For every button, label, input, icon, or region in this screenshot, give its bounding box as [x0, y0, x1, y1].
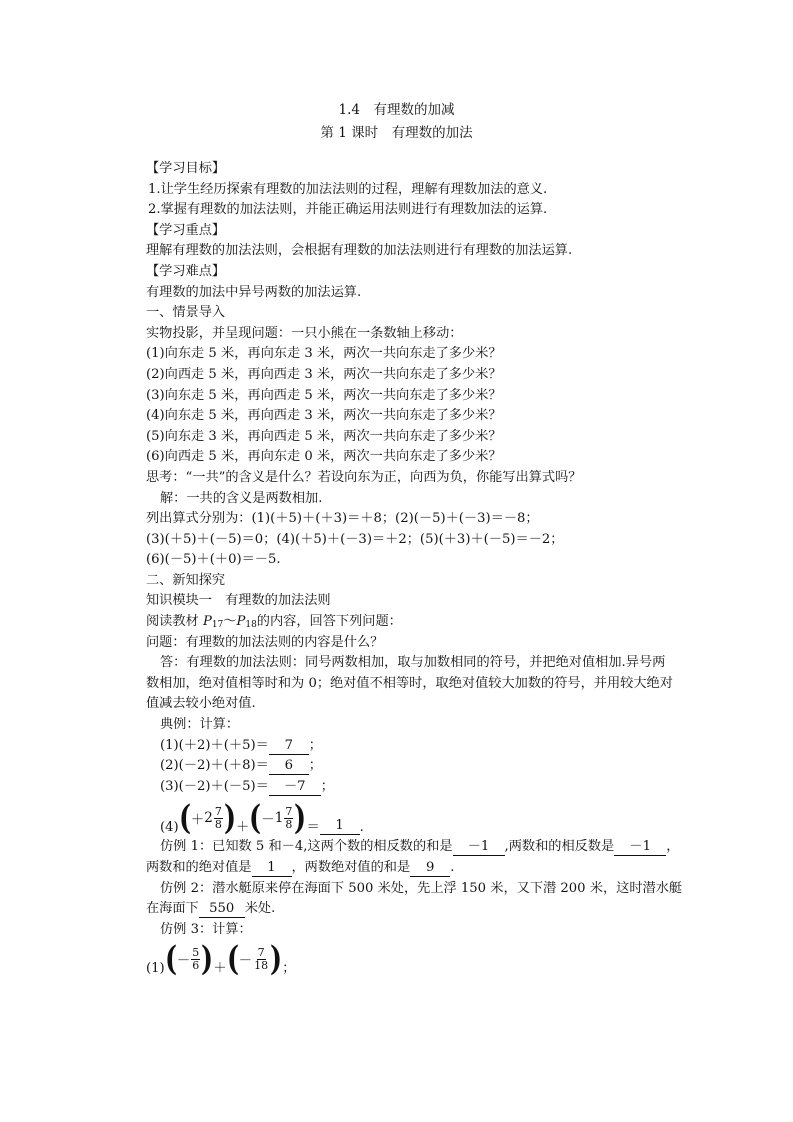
key-point-text: 理解有理数的加法法则，会根据有理数的加法法则进行有理数的加法运算. [146, 243, 573, 259]
imitate-text: 两数和的绝对值是 [146, 860, 252, 875]
imitate-label: 仿例 2 [160, 880, 199, 896]
right-paren: ) [294, 798, 307, 839]
left-paren: ( [249, 798, 262, 839]
page-ref-start-sub: 17 [211, 620, 224, 631]
document-body [146, 159, 683, 980]
example-line [146, 756, 678, 777]
imitate-2-line2 [146, 899, 678, 920]
imitate-answer-blank: 1 [252, 860, 292, 877]
left-paren: ( [164, 939, 177, 980]
fraction-numerator: 7 [285, 804, 293, 818]
example-answer-blank: －7 [269, 779, 321, 796]
page-ref-end: P [236, 614, 246, 630]
example-answer-blank: 6 [269, 758, 309, 775]
imitate-text: . [450, 860, 455, 875]
key-point-heading: 【学习重点】 [146, 222, 226, 238]
imitate-text: 米处. [244, 901, 276, 917]
left-paren: ( [178, 798, 191, 839]
example-answer-blank: 1 [320, 818, 360, 835]
page-ref-separator: ～ [223, 614, 237, 630]
reading-instruction [146, 612, 678, 633]
imitate-1-line2 [146, 858, 678, 879]
right-paren: ) [201, 939, 214, 980]
reading-prefix: 阅读教材 [146, 614, 203, 630]
example-end: ； [320, 778, 334, 794]
example-fraction-line [146, 798, 364, 839]
fraction-denominator: 6 [192, 958, 200, 972]
example-expr: (1)(＋2)＋(＋5)＝ [160, 737, 269, 753]
question-item: (4)向东走 5 米，再向西走 3 米，两次一共向东走了多少米？ [146, 408, 502, 424]
fraction-denominator: 8 [285, 817, 293, 831]
imitate-3-title [146, 920, 678, 941]
plus-sign: ＋ [213, 961, 227, 977]
fraction-numerator: 5 [192, 945, 200, 959]
lesson-title: 第 1 课时 有理数的加法 [320, 125, 473, 141]
part1-intro: 实物投影，并呈现问题：一只小熊在一条数轴上移动： [146, 325, 463, 341]
fraction-denominator: 18 [254, 958, 269, 972]
fraction-sign: － [261, 812, 275, 829]
fraction-whole: 1 [274, 810, 284, 827]
right-paren: ) [223, 798, 236, 839]
fraction-sign: － [238, 953, 253, 970]
plus-sign: ＋ [235, 820, 250, 836]
imitate-answer-blank: －1 [453, 839, 505, 856]
part1-heading: 一、情景导入 [146, 305, 226, 321]
module-title: 知识模块一 有理数的加法法则 [146, 593, 331, 609]
rule-question: 问题：有理数的加法法则的内容是什么？ [146, 634, 384, 650]
formula-line: (6)(－5)＋(＋0)＝－5. [146, 552, 281, 568]
formula-line: (3)(＋5)＋(－5)＝0；(4)(＋5)＋(－3)＝＋2；(5)(＋3)＋(－5)＝－2； [146, 531, 564, 547]
difficulty-text: 有理数的加法中异号两数的加法运算. [146, 284, 362, 300]
part2-heading: 二、新知探究 [146, 572, 226, 588]
example-line [146, 736, 678, 757]
fraction-numerator: 7 [214, 804, 222, 818]
equals-sign: ＝ [306, 820, 320, 836]
right-paren: ) [270, 939, 283, 980]
question-item: (3)向东走 5 米，再向西走 5 米，两次一共向东走了多少米？ [146, 387, 502, 403]
imitate-label: 仿例 1 [160, 839, 199, 855]
example-answer-blank: 7 [269, 738, 309, 755]
imitate-answer-blank: 550 [199, 901, 245, 918]
example-expr: (2)(－2)＋(＋8)＝ [160, 758, 269, 774]
imitate-1-line1 [146, 837, 678, 858]
expr-end: ； [282, 961, 296, 977]
page-ref-end-sub: 18 [245, 620, 257, 631]
example-end: . [359, 820, 364, 836]
imitate-text: ，两数绝对值的和是 [291, 860, 411, 875]
question-item: (1)向东走 5 米，再向东走 3 米，两次一共向东走了多少米？ [146, 346, 502, 362]
objective-item: 1.让学生经历探索有理数的加法法则的过程，理解有理数加法的意义. [148, 181, 548, 197]
imitate-label: 仿例 3 [160, 921, 199, 937]
page-ref-start: P [202, 614, 212, 630]
imitate-text: ， [666, 839, 680, 855]
imitate-text: ：已知数 5 和－4,这两个数的相反数的和是 [198, 839, 453, 855]
imitate-2-line1 [146, 879, 683, 900]
fraction [191, 947, 200, 972]
question-item: (2)向西走 5 米，再向西走 3 米，两次一共向东走了多少米？ [146, 366, 502, 382]
example-expr: (3)(－2)＋(－5)＝ [160, 778, 269, 794]
example-end: ； [308, 737, 322, 753]
solution-text: 解：一共的含义是两数相加. [160, 490, 323, 506]
fraction-sign: － [176, 953, 191, 970]
rule-answer: 答：有理数的加法法则：同号两数相加，取与加数相同的符号，并把绝对值相加.异号两数相加，绝对值相等时和为 0；绝对值不相等时，取绝对值较大加数的符号，并用较大绝对值减去较小绝对值. [146, 655, 673, 712]
left-paren: ( [226, 939, 239, 980]
fraction-denominator: 8 [214, 817, 222, 831]
imitate-text: ,两数和的相反数是 [504, 839, 615, 855]
imitate-text: ：计算： [198, 921, 252, 937]
reading-suffix: 的内容，回答下列问题： [256, 614, 402, 630]
section-title: 1.4 有理数的加减 [338, 102, 455, 118]
imitate-answer-blank: －1 [614, 839, 666, 856]
objectives-heading: 【学习目标】 [146, 161, 226, 176]
example4-label: (4) [160, 820, 179, 836]
imitate-text: 在海面下 [146, 901, 199, 917]
question-item: (5)向东走 3 米，再向西走 5 米，两次一共向东走了多少米？ [146, 428, 502, 444]
formula-line: 列出算式分别为：(1)(＋5)＋(＋3)＝＋8；(2)(－5)＋(－3)＝－8； [146, 511, 539, 527]
fraction [284, 806, 293, 831]
difficulty-heading: 【学习难点】 [146, 263, 226, 279]
expr-label: (1) [146, 961, 165, 977]
fraction [214, 806, 223, 831]
example-title: 典例：计算： [160, 717, 240, 733]
example-line [146, 777, 678, 798]
fraction-sign: ＋ [190, 812, 205, 829]
imitate-answer-blank: 9 [410, 860, 450, 877]
fraction [253, 947, 269, 972]
objective-item: 2.掌握有理数的加法法则，并能正确运用法则进行有理数加法的运算. [148, 202, 548, 218]
think-prompt: 思考：“一共”的含义是什么？若设向东为正，向西为负，你能写出算式吗？ [146, 469, 582, 485]
imitate-text: ：潜水艇原来停在海面下 500 米处，先上浮 150 米，又下潜 200 米，这时潜水艇 [198, 880, 683, 896]
question-item: (6)向西走 5 米，再向东走 0 米，两次一共向东走了多少米？ [146, 449, 502, 465]
fraction-whole: 2 [204, 810, 213, 827]
example-end: ； [308, 758, 322, 774]
fraction-numerator: 7 [257, 945, 265, 959]
imitate-3-expression [146, 939, 296, 980]
